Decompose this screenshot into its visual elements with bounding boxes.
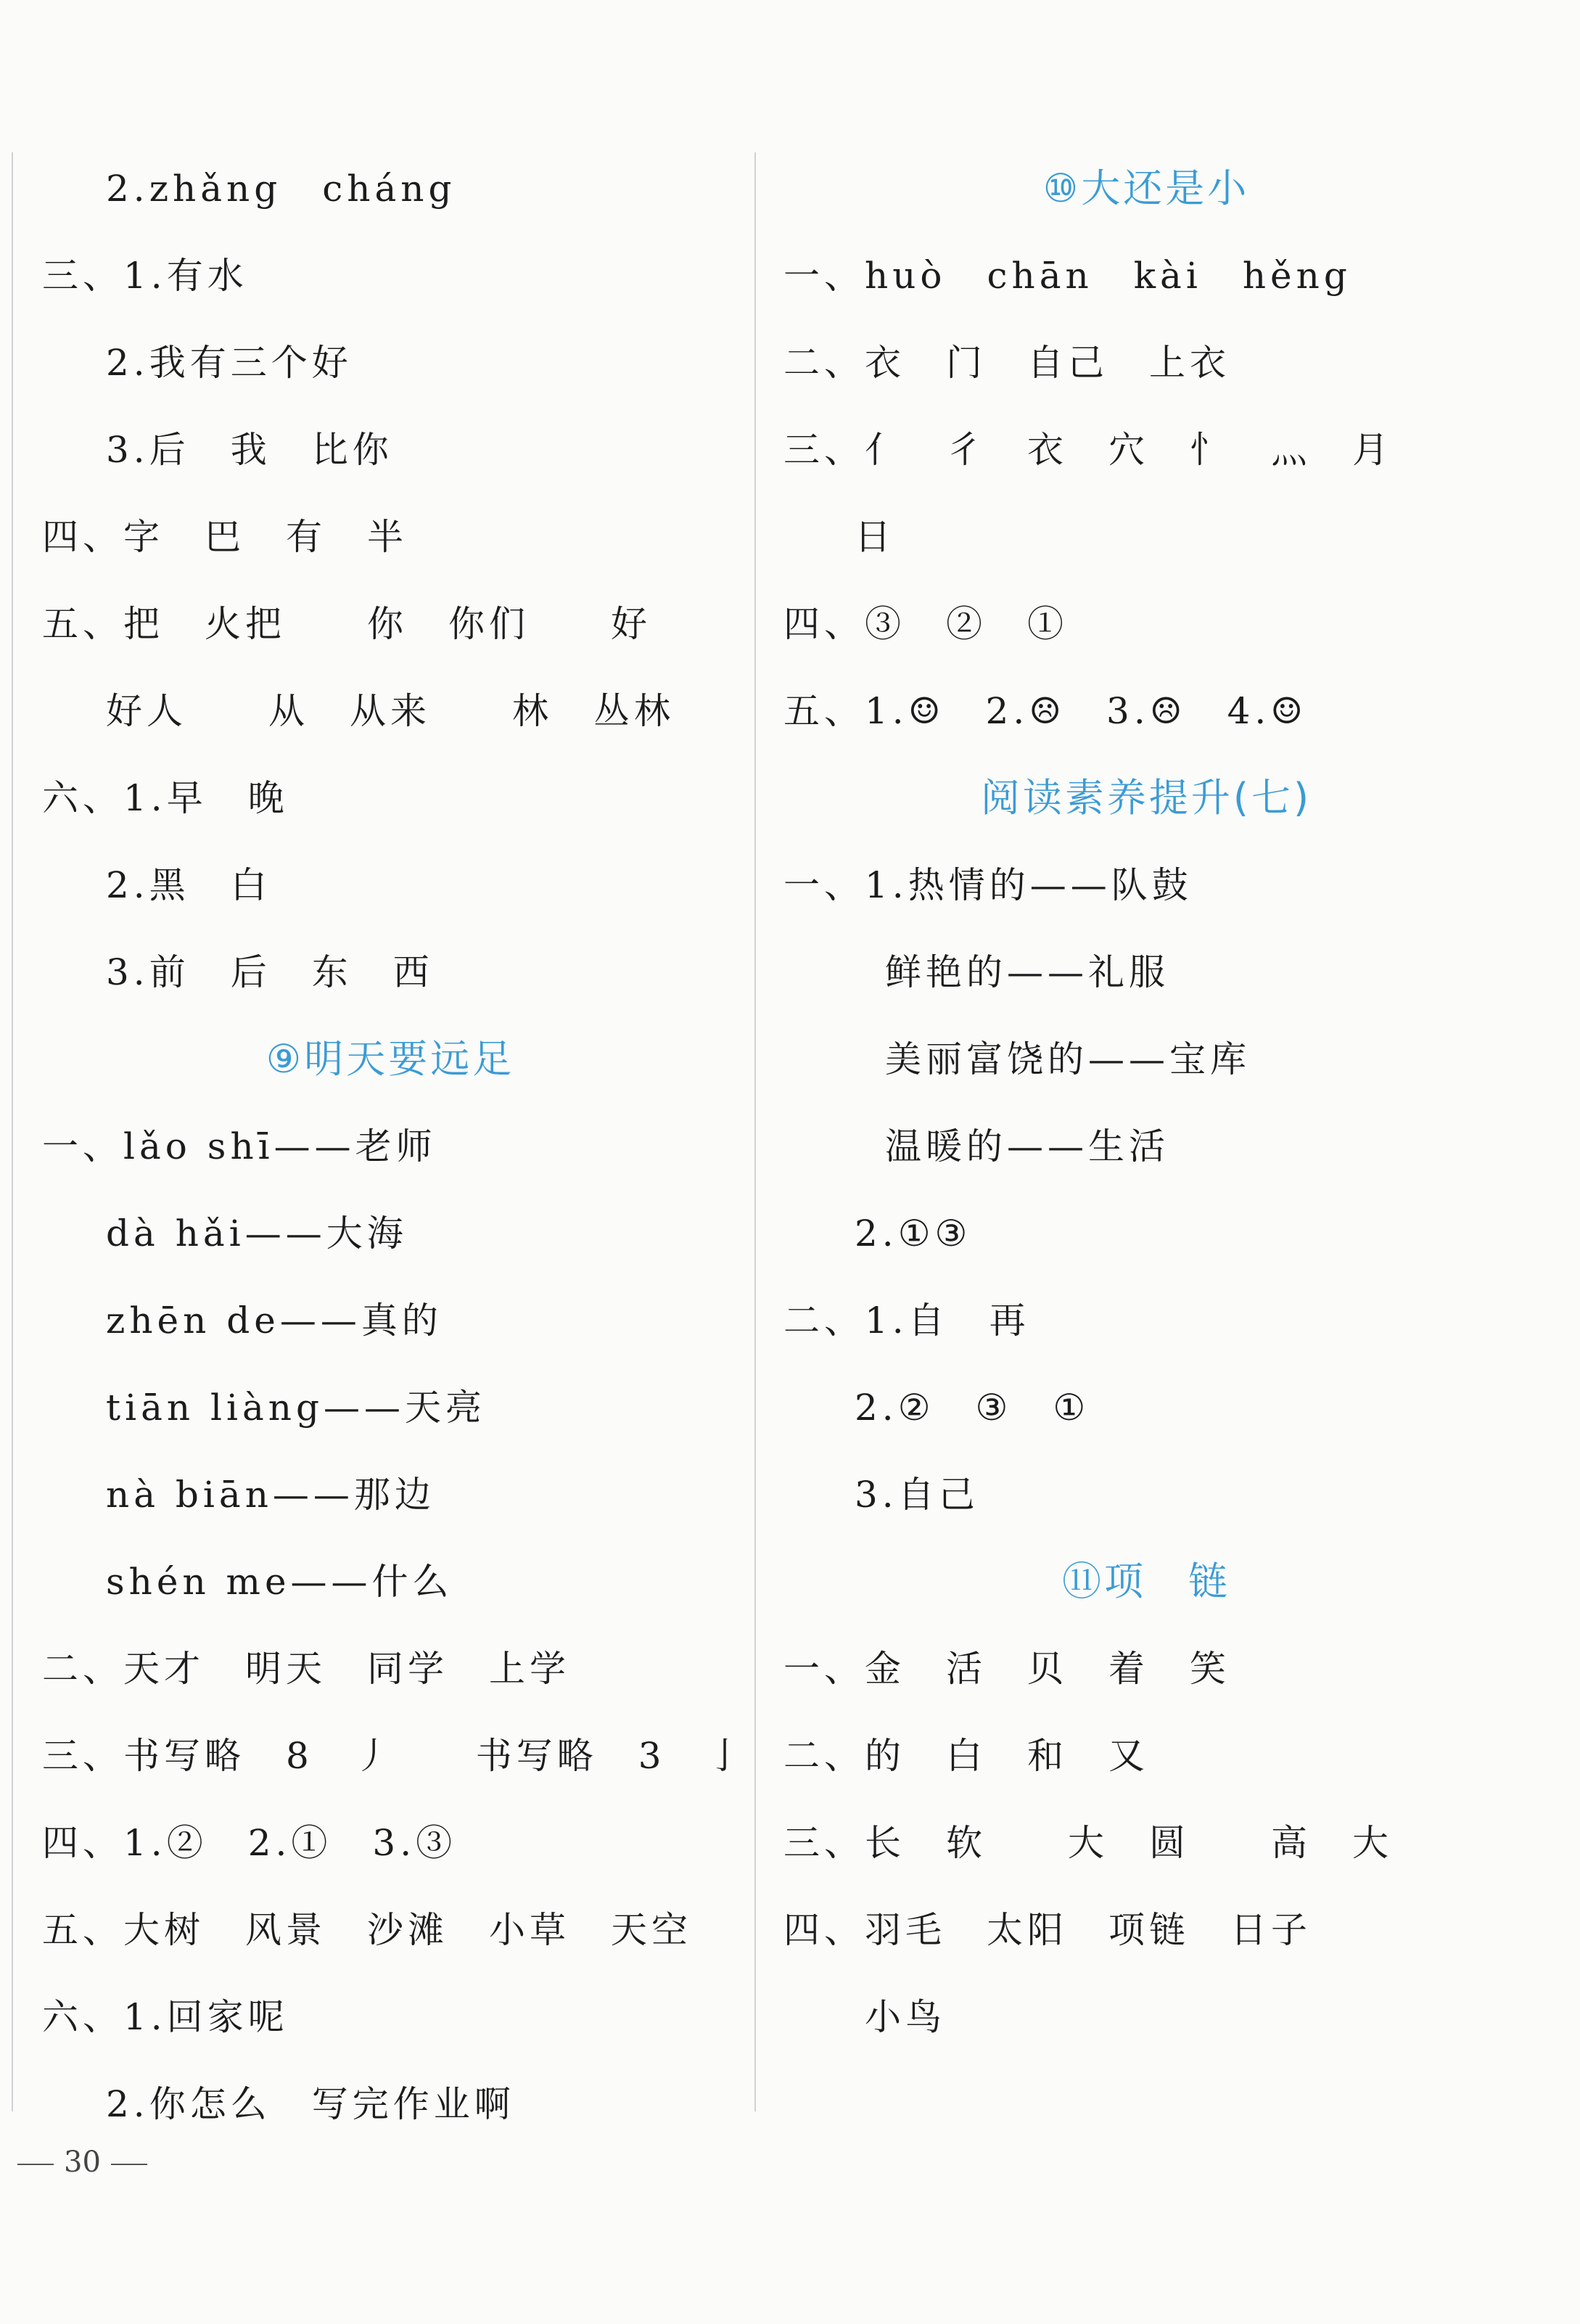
answer-line: 2.zhǎng cháng bbox=[106, 168, 456, 210]
page-number: 30 bbox=[64, 2146, 101, 2179]
answer-line: 五、大树 风景 沙滩 小草 天空 bbox=[42, 1909, 692, 1951]
answer-line: zhēn de——真的 bbox=[106, 1299, 443, 1342]
section-heading-11: ⑪项 链 bbox=[1062, 1559, 1230, 1604]
answer-line: 日 bbox=[855, 516, 895, 558]
answer-line: 2.黑 白 bbox=[106, 864, 271, 906]
answer-line: 2.② ③ ① bbox=[855, 1387, 1090, 1429]
answer-line: 美丽富饶的——宝库 bbox=[885, 1038, 1251, 1080]
answer-line: 鲜艳的——礼服 bbox=[885, 951, 1169, 993]
answer-line: 一、1.热情的——队鼓 bbox=[783, 864, 1193, 906]
answer-line: 2.①③ bbox=[855, 1212, 972, 1255]
left-margin-rule bbox=[12, 152, 13, 2111]
answer-line: 3.前 后 东 西 bbox=[106, 951, 434, 993]
answer-line: 二、天才 明天 同学 上学 bbox=[42, 1648, 570, 1690]
left-column bbox=[42, 145, 747, 2148]
answer-line: 二、1.自 再 bbox=[783, 1299, 1030, 1342]
answer-line: 六、1.回家呢 bbox=[42, 1996, 289, 2038]
section-heading-9: ⑨明天要远足 bbox=[266, 1036, 515, 1082]
answer-line: 二、的 白 和 又 bbox=[783, 1735, 1149, 1777]
answer-line: 一、金 活 贝 着 笑 bbox=[783, 1648, 1230, 1690]
answer-line: 3.自己 bbox=[855, 1474, 979, 1516]
column-divider bbox=[754, 152, 756, 2111]
section-heading-10: ⑩大还是小 bbox=[1042, 165, 1250, 211]
answer-line: 好人 从 从来 林 丛林 bbox=[106, 690, 675, 732]
answer-line: 3.后 我 比你 bbox=[106, 429, 393, 471]
footer-dash-right bbox=[111, 2164, 147, 2165]
answer-line: 一、huò chān kài hěng bbox=[783, 255, 1351, 297]
answer-line: 五、把 火把 你 你们 好 bbox=[42, 603, 651, 645]
right-column bbox=[783, 145, 1509, 2061]
answer-line: 2.你怎么 写完作业啊 bbox=[106, 2083, 515, 2125]
section-heading-reading-7: 阅读素养提升(七) bbox=[980, 775, 1312, 821]
answer-line: 二、衣 门 自己 上衣 bbox=[783, 342, 1230, 384]
answer-line: 四、羽毛 太阳 项链 日子 bbox=[783, 1909, 1312, 1951]
answer-line: 小鸟 bbox=[865, 1996, 946, 2038]
footer-dash-left bbox=[17, 2164, 54, 2165]
answer-line: nà biān——那边 bbox=[106, 1474, 435, 1516]
answer-line: 一、lǎo shī——老师 bbox=[42, 1125, 437, 1167]
answer-line: 五、1.☺ 2.☹ 3.☹ 4.☺ bbox=[783, 690, 1308, 732]
answer-line: 六、1.早 晚 bbox=[42, 777, 289, 819]
answer-line: 三、书写略 8 丿 书写略 3 亅 bbox=[42, 1735, 747, 1777]
answer-line: 2.我有三个好 bbox=[106, 342, 353, 384]
page-footer bbox=[7, 2140, 157, 2184]
answer-line: 三、1.有水 bbox=[42, 255, 248, 297]
answer-line: dà hǎi——大海 bbox=[106, 1212, 408, 1255]
answer-line: 三、亻 彳 衣 穴 忄 灬 月 bbox=[783, 429, 1393, 471]
answer-line: shén me——什么 bbox=[106, 1561, 453, 1603]
answer-line: 三、长 软 大 圆 高 大 bbox=[783, 1822, 1393, 1864]
answer-line: 四、1.② 2.① 3.③ bbox=[42, 1822, 457, 1864]
answer-line: 温暖的——生活 bbox=[885, 1125, 1169, 1167]
answer-line: 四、③ ② ① bbox=[783, 603, 1068, 645]
answer-line: 四、字 巴 有 半 bbox=[42, 516, 408, 558]
answer-line: tiān liàng——天亮 bbox=[106, 1387, 486, 1429]
